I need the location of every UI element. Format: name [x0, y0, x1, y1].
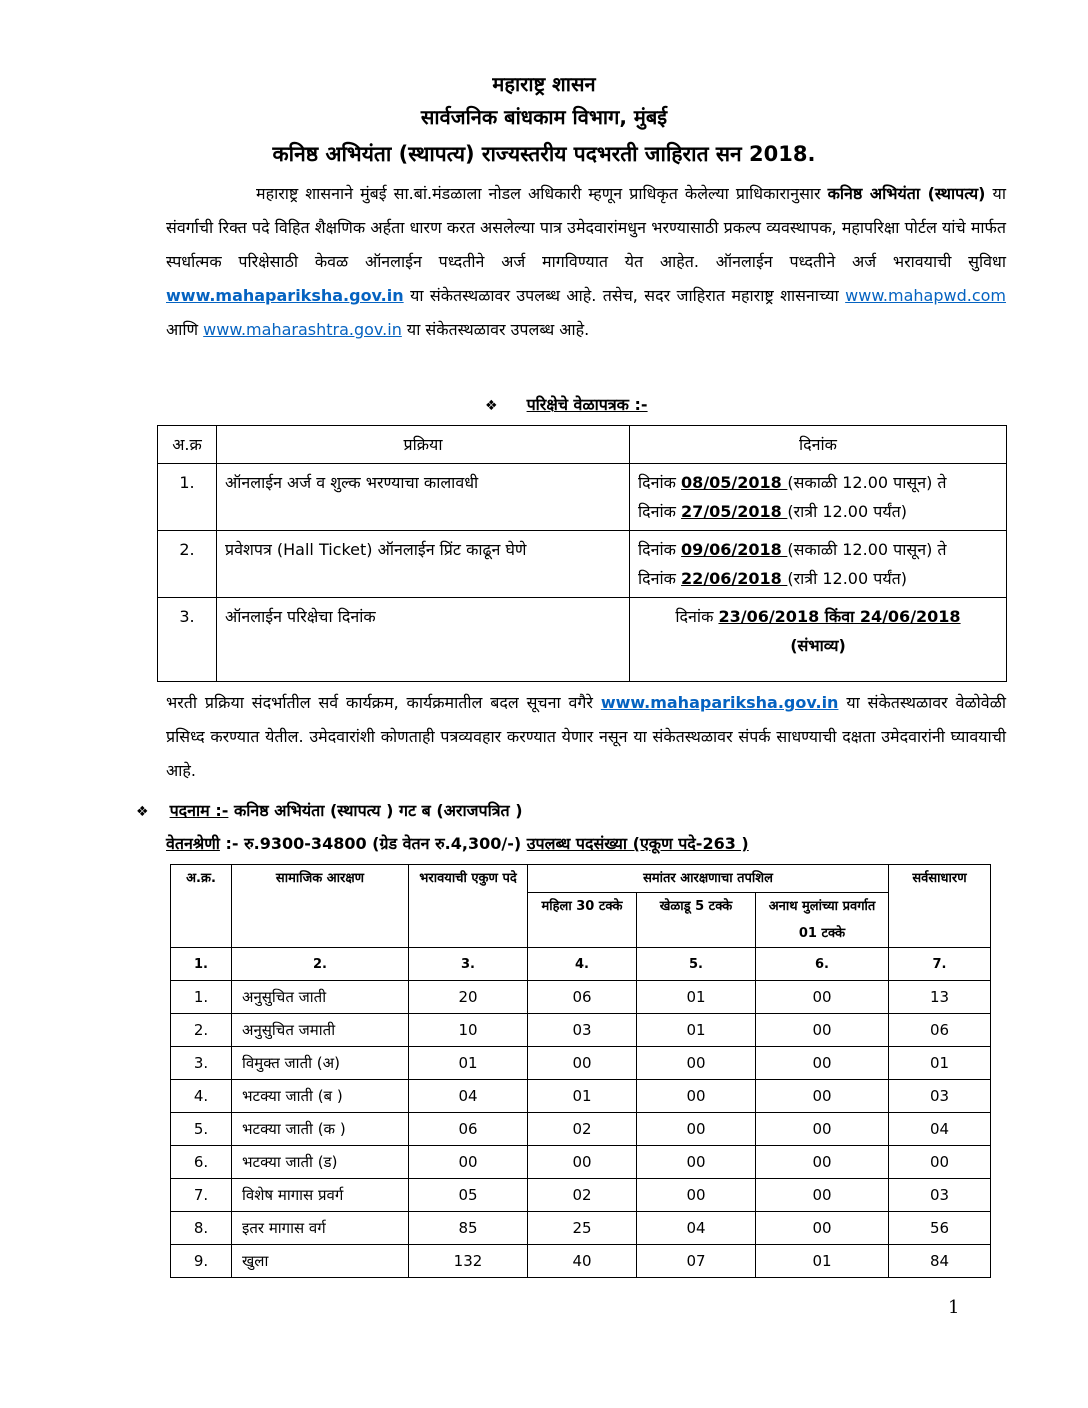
header-department: सार्वजनिक बांधकाम विभाग, मुंबई — [420, 105, 668, 129]
table-row: 2. अनुसुचित जमाती 10 03 01 00 06 — [171, 1014, 991, 1047]
table-row: 4. भटक्या जाती (ब ) 04 01 00 00 03 — [171, 1080, 991, 1113]
table-subheader-row: महिला 30 टक्के खेळाडू 5 टक्के अनाथ मुलांच्या प्रवर्गात 01 टक्के — [171, 893, 991, 948]
link-mahapariksha-2[interactable]: www.mahapariksha.gov.in — [600, 693, 839, 712]
table-row: 3. विमुक्त जाती (अ) 01 00 00 00 01 — [171, 1047, 991, 1080]
column-number-row: 1. 2. 3. 4. 5. 6. 7. — [171, 948, 991, 981]
table-row: 3. ऑनलाईन परिक्षेचा दिनांक दिनांक 23/06/2018 किंवा 24/06/2018 (संभाव्य) — [158, 598, 1007, 682]
diamond-bullet-icon: ❖ — [485, 398, 498, 414]
notice-paragraph: भरती प्रक्रिया संदर्भातील सर्व कार्यक्रम, कार्यक्रमातील बदल सूचना वगैरे www.mahapariksha.gov.in या संकेतस्थळावर वेळोवेळी प्रसिध्द करण्यात येतील. उमेदवारांशी कोणताही पत्रव्यवहार करण्यात येणार नसून या संकेतस्थळावर संपर्क साधण्याची दक्षता उमेदवारांनी घ्यावयाची आहे. — [166, 693, 1006, 780]
schedule-heading: ❖ परिक्षेचे वेळापत्रक :- — [485, 395, 648, 414]
post-name-bold: कनिष्ठ अभियंता (स्थापत्य) — [827, 184, 986, 203]
header-govt: महाराष्ट्र शासन — [492, 72, 596, 96]
schedule-table — [157, 425, 1007, 682]
post-line: ❖ पदनाम :- कनिष्ठ अभियंता (स्थापत्य ) गट ब (अराजपत्रित ) — [136, 798, 523, 825]
header-title: कनिष्ठ अभियंता (स्थापत्य) राज्यस्तरीय पदभरती जाहिरात सन 2018. — [272, 142, 816, 166]
intro-paragraph: महाराष्ट्र शासनाने मुंबई सा.बां.मंडळाला नोडल अधिकारी म्हणून प्राधिकृत केलेल्या प्राधिकारानुसार कनिष्ठ अभियंता (स्थापत्य) या संवर्गाची रिक्त पदे विहित शैक्षणिक अर्हता धारण करत असलेल्या पात्र उमेदवारांमधुन भरण्यासाठी प्रकल्प व्यवस्थापक, महापरिक्षा पोर्टल यांचे मार्फत स्पर्धात्मक परिक्षेसाठी केवळ ऑनलाईन पध्दतीने अर्ज मागविण्यात येत आहेत. ऑनलाईन पध्दतीने अर्ज भरावयाची सुविधा www.mahapariksha.gov.in या संकेतस्थळावर उपलब्ध आहे. तसेच, सदर जाहिरात महाराष्ट्र शासनाच्या www.mahapwd.com आणि www.maharashtra.gov.in या संकेतस्थळावर उपलब्ध आहे. — [166, 184, 1007, 339]
reservation-table — [170, 864, 991, 1278]
page-number: 1 — [948, 1297, 960, 1318]
link-mahapwd[interactable]: www.mahapwd.com — [845, 286, 1007, 305]
table-row: 9. खुला 132 40 07 01 84 — [171, 1245, 991, 1278]
table-row: 6. भटक्या जाती (ड) 00 00 00 00 00 — [171, 1146, 991, 1179]
diamond-bullet-icon: ❖ — [136, 804, 149, 820]
table-row: 1. ऑनलाईन अर्ज व शुल्क भरण्याचा कालावधी दिनांक 08/05/2018 (सकाळी 12.00 पासून) ते दिनांक 27/05/2018 (रात्री 12.00 पर्यंत) — [158, 464, 1007, 531]
table-row: 2. प्रवेशपत्र (Hall Ticket) ऑनलाईन प्रिंट काढून घेणे दिनांक 09/06/2018 (सकाळी 12.00 पासून) ते दिनांक 22/06/2018 (रात्री 12.00 पर्यंत) — [158, 531, 1007, 598]
link-maharashtra[interactable]: www.maharashtra.gov.in — [203, 320, 402, 339]
table-row: 7. विशेष मागास प्रवर्ग 05 02 00 00 03 — [171, 1179, 991, 1212]
table-header-row: अ.क्र प्रक्रिया दिनांक — [158, 426, 1007, 464]
pay-line: वेतनश्रेणी :- रु.9300-34800 (ग्रेड वेतन रु.4,300/-) उपलब्ध पदसंख्या (एकूण पदे-263 ) — [166, 834, 749, 853]
table-header-row: अ.क्र. सामाजिक आरक्षण भरावयाची एकुण पदे समांतर आरक्षणाचा तपशिल सर्वसाधारण — [171, 865, 991, 893]
link-mahapariksha[interactable]: www.mahapariksha.gov.in — [166, 286, 404, 305]
table-row: 8. इतर मागास वर्ग 85 25 04 00 56 — [171, 1212, 991, 1245]
table-row: 1. अनुसुचित जाती 20 06 01 00 13 — [171, 981, 991, 1014]
table-row: 5. भटक्या जाती (क ) 06 02 00 00 04 — [171, 1113, 991, 1146]
